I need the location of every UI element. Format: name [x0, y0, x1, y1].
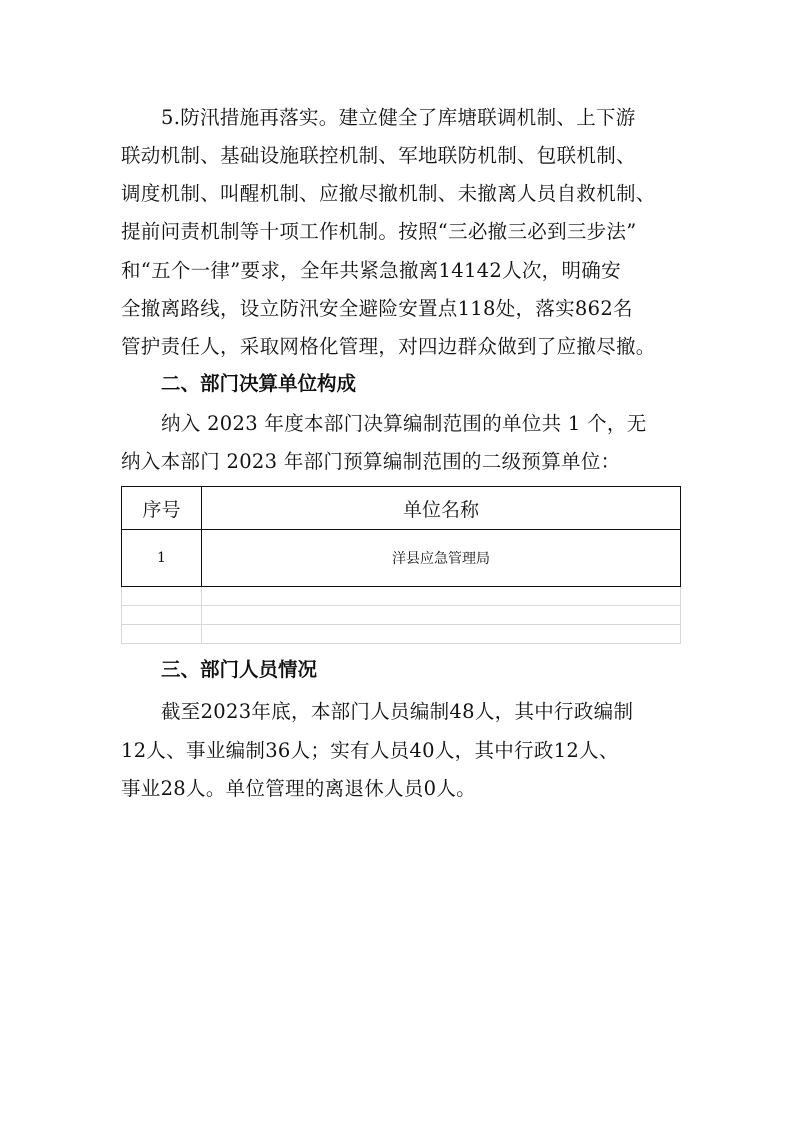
paragraph-line: 纳入 2023 年度本部门决算编制范围的单位共 1 个，无: [161, 412, 647, 435]
paragraph-line: 调度机制、叫醒机制、应撤尽撤机制、未撤离人员自救机制、: [121, 182, 656, 205]
paragraph-line: 全撤离路线，设立防汛安全避险安置点118处，落实862名: [121, 297, 633, 320]
column-header-number: 序号: [122, 487, 202, 530]
paragraph-line: 提前问责机制等十项工作机制。按照“三必撤三必到三步法”: [121, 220, 637, 243]
table-empty-row: [122, 606, 681, 625]
paragraph-line: 12人、事业编制36人；实有人员40人，其中行政12人、: [121, 739, 619, 762]
unit-table: [121, 486, 681, 644]
table-cell-number: 1: [122, 530, 202, 587]
table-empty-row: [122, 587, 681, 606]
section-heading: 三、部门人员情况: [161, 658, 318, 681]
paragraph-line: 截至2023年底，本部门人员编制48人，其中行政编制: [161, 700, 634, 723]
table-row: [122, 530, 681, 587]
table-cell-unit-name: 洋县应急管理局: [202, 530, 681, 587]
paragraph-line: 管护责任人，采取网格化管理，对四边群众做到了应撤尽撤。: [121, 335, 656, 358]
section-heading: 二、部门决算单位构成: [161, 372, 357, 395]
column-header-unit-name: 单位名称: [202, 487, 681, 530]
paragraph-line: 纳入本部门 2023 年部门预算编制范围的二级预算单位：: [121, 450, 621, 473]
table-header-row: [122, 487, 681, 530]
paragraph-line: 5.防汛措施再落实。建立健全了库塘联调机制、上下游: [161, 106, 636, 129]
paragraph-line: 事业28人。单位管理的离退休人员0人。: [121, 777, 476, 800]
paragraph-line: 联动机制、基础设施联控机制、军地联防机制、包联机制、: [121, 144, 636, 167]
paragraph-line: 和“五个一律”要求，全年共紧急撤离14142人次，明确安: [121, 259, 621, 282]
table-empty-row: [122, 625, 681, 644]
